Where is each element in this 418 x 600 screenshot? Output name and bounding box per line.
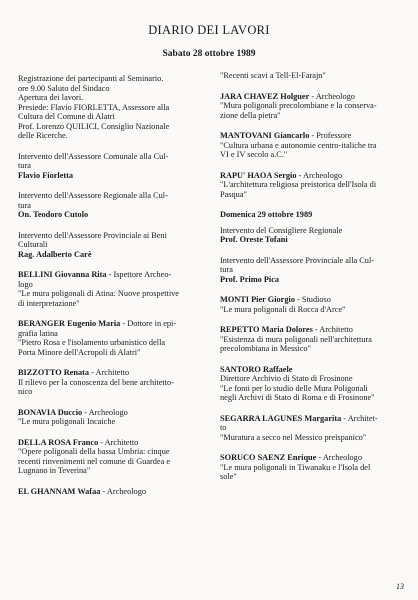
document-title: DIARIO DEI LAVORI xyxy=(148,23,270,37)
text-line: "Esistenza di mura poligonali nell'architettura xyxy=(220,334,372,344)
text-line: nico xyxy=(18,387,33,396)
speaker-name: DELLA ROSA Franco xyxy=(18,437,99,447)
session-subheading: Domenica 29 ottobre 1989 xyxy=(220,210,313,219)
speaker-name: REPETTO Maria Dolores xyxy=(220,325,313,334)
speech-entry xyxy=(18,152,208,181)
text-line: Porta Minore dell'Acropoli di Alatri" xyxy=(18,347,141,357)
speech-entry xyxy=(18,231,208,260)
speaker-entry xyxy=(18,487,208,497)
text-line: Presiede: Flavio FIORLETTA, Assessore alla xyxy=(18,102,170,112)
speaker-role: - Architet- xyxy=(341,413,378,423)
text-line: Intervento del Consigliere Regionale xyxy=(220,225,343,235)
text-line: Intervento dell'Assessore Regionale alla Cul- xyxy=(18,191,168,200)
speaker-role: - Studioso xyxy=(294,295,331,304)
speaker-role: - Archeologo xyxy=(309,91,355,101)
speaker-name: SANTORO Raffaele xyxy=(220,364,293,374)
text-line: Lugnano in Teverina" xyxy=(18,466,91,475)
text-line: "Opere poligonali della bassa Umbria: cinque xyxy=(18,447,170,456)
speaker-name: Rag. Adalberto Carè xyxy=(18,249,92,259)
text-line: Prof. Lorenzo QUILICI, Consiglio Nazionale xyxy=(18,121,170,131)
page-number: 13 xyxy=(396,582,404,591)
speaker-role: - Professore xyxy=(309,131,352,140)
text-line: "Le mura poligonali di Rocca d'Arce" xyxy=(220,304,346,314)
speaker-name: Prof. Primo Pica xyxy=(220,274,280,284)
speaker-role: - Architetto xyxy=(89,368,130,377)
speaker-name: MANTOVANI Giancarlo xyxy=(220,131,310,140)
speech-entry xyxy=(220,210,412,245)
text-line: ore 9.00 Saluto del Sindaco xyxy=(18,83,110,93)
left-column xyxy=(18,74,208,507)
text-line: Apertura dei lavori. xyxy=(18,93,84,102)
speaker-entry xyxy=(18,408,208,427)
speaker-entry xyxy=(220,92,412,121)
text-line: logo xyxy=(18,279,33,289)
speaker-name: Flavio Fiorletta xyxy=(18,170,74,180)
speaker-name: BIZZOTTO Renata xyxy=(18,368,90,377)
text-line: "Le mura poligonali in Tiwanaku e l'Isola del xyxy=(220,462,371,472)
speaker-name: On. Teodoro Cutolo xyxy=(18,210,89,219)
speaker-name: BONAVIA Duccio xyxy=(18,407,83,417)
speaker-name: BELLINI Giovanna Rita xyxy=(18,270,107,279)
text-line: Registrazione dei partecipanti al Seminario. xyxy=(18,74,164,83)
speaker-name: RAPU' HAOA Sergio xyxy=(220,170,297,180)
speaker-entry xyxy=(18,319,208,357)
continued-entry xyxy=(220,71,412,81)
speaker-entry xyxy=(220,295,412,314)
speaker-role: - Archeologo xyxy=(82,407,128,417)
speaker-entry xyxy=(220,365,412,403)
speaker-name: Prof. Oreste Tofani xyxy=(220,235,288,244)
speaker-name: MONTI Pier Giorgio xyxy=(220,295,295,304)
speaker-role: - Archeologo xyxy=(296,170,343,180)
speaker-name: SEGARRA LAGUNES Margarita xyxy=(220,413,342,423)
speaker-entry xyxy=(18,368,208,397)
text-line: grafia latina xyxy=(18,328,58,338)
speaker-entry xyxy=(18,438,208,476)
speaker-entry xyxy=(220,171,412,200)
text-line: "Muratura a secco nel Messico preispanico" xyxy=(220,432,367,442)
speaker-name: JARA CHAVEZ Holguer xyxy=(220,91,310,101)
text-line: sole" xyxy=(220,472,237,481)
text-line: Direttore Archivio di Stato di Frosinone xyxy=(220,374,353,383)
text-line: Intervento dell'Assessore Provinciale alla Cul- xyxy=(220,255,375,265)
text-line: precolombiana in Messico" xyxy=(220,344,311,353)
speaker-entry xyxy=(220,131,412,160)
text-line: negli Archivi di Stato di Roma e di Frosinone" xyxy=(220,393,375,402)
text-line: Pasqua" xyxy=(220,189,247,199)
text-line: delle Ricerche. xyxy=(18,131,68,140)
speaker-role: - Architetto xyxy=(312,325,353,334)
text-line: "Le mura poligonali di Atina: Nuove prospettive xyxy=(18,289,179,298)
speaker-role: - Architetto xyxy=(98,437,139,447)
right-column xyxy=(220,71,412,493)
speech-entry xyxy=(220,256,412,285)
text-line: to xyxy=(220,423,227,432)
speaker-role: - Archeologo xyxy=(316,453,362,462)
text-line: "Pietro Rosa e l'isolamento urbanistico della xyxy=(18,338,166,347)
speaker-entry xyxy=(220,414,412,443)
text-line: di interpretazione" xyxy=(18,298,80,308)
text-line: Il rilievo per la conoscenza del bene architetto- xyxy=(18,377,174,387)
speaker-entry xyxy=(220,325,412,354)
text-line: VI e IV secolo a.C." xyxy=(220,150,288,159)
speaker-role: - Dottore in epi- xyxy=(120,319,177,328)
speaker-name: SORUCO SAENZ Enrique xyxy=(220,453,317,462)
text-line: zione della pietra" xyxy=(220,110,281,120)
text-line: tura xyxy=(18,161,31,170)
text-line: tura xyxy=(18,200,31,210)
text-line: "Le fonti per lo studio delle Mura Poligonali xyxy=(220,383,368,393)
text-line: "Cultura urbana e autonomie centro-italiche tra xyxy=(220,140,377,150)
text-line: Culturali xyxy=(18,240,48,249)
speaker-name: EL GHANNAM Wafaa xyxy=(18,486,101,496)
speaker-role: - Archeologo xyxy=(100,486,146,496)
text-line: "Recenti scavi a Tell-El-Farajn" xyxy=(220,71,326,80)
text-line: recenti rinvenimenti nel comune di Guardea e xyxy=(18,456,171,466)
text-line: Cultura del Comune di Alatri xyxy=(18,112,115,121)
text-line: "Mura poligonali precolombiane e la conserva- xyxy=(220,101,377,110)
text-line: "L'architettura religiosa preistorica dell'Isola di xyxy=(220,180,377,189)
text-line: tura xyxy=(220,265,233,274)
text-line: "Le mura poligonali Incaiche xyxy=(18,417,116,426)
speaker-role: - Ispettore Archeo- xyxy=(106,270,172,279)
speaker-entry xyxy=(18,270,208,308)
speech-entry xyxy=(18,191,208,220)
registration-block xyxy=(18,74,208,141)
text-line: Intervento dell'Assessore Provinciale ai Beni xyxy=(18,230,167,240)
speaker-entry xyxy=(220,453,412,482)
session-date: Sabato 28 ottobre 1989 xyxy=(162,49,256,59)
speaker-name: BERANGER Eugenio Maria xyxy=(18,319,121,328)
text-line: Intervento dell'Assessore Comunale alla Cul- xyxy=(18,151,169,161)
